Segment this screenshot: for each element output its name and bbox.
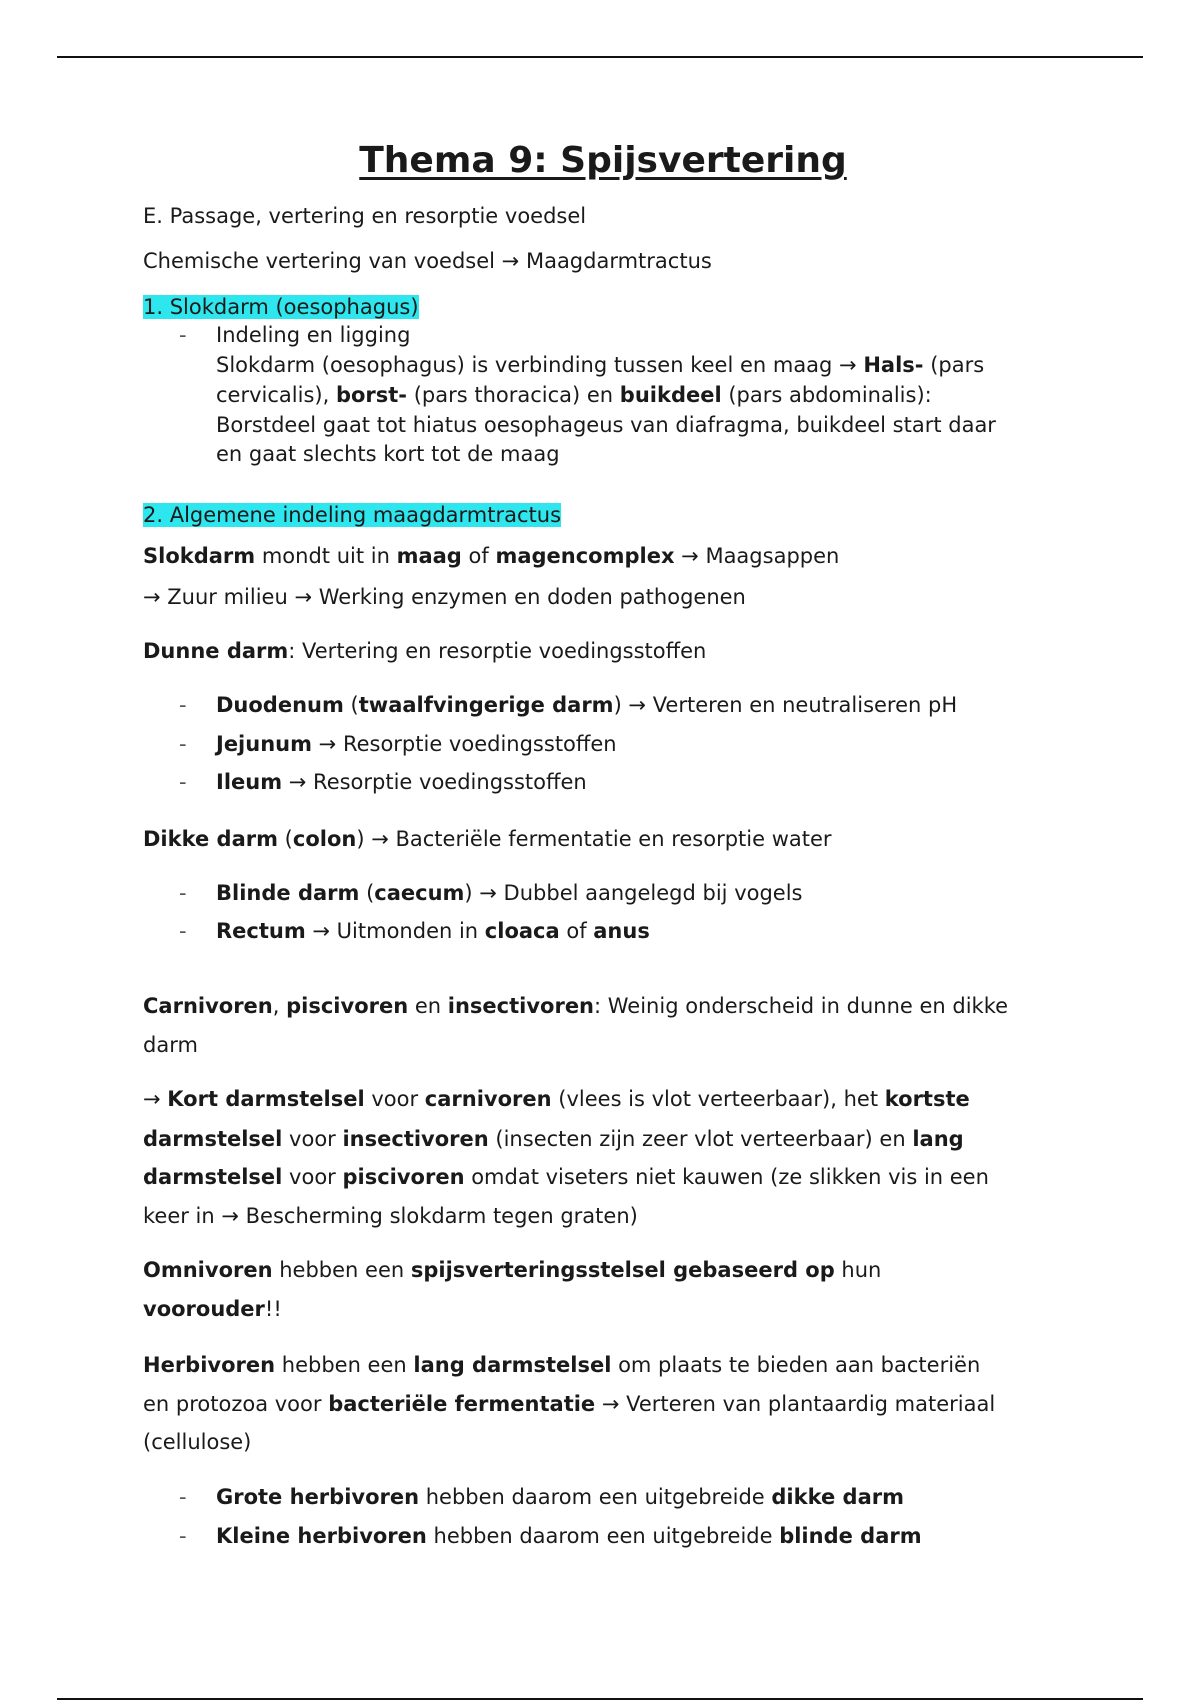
bold-term: spijsverteringsstelsel gebaseerd op <box>410 1258 835 1282</box>
text: voor <box>282 1165 343 1189</box>
text: → Verteren van plantaardig materiaal <box>595 1392 996 1416</box>
carnivoren-line-2: darm <box>143 1033 198 1057</box>
omnivoren-line-2 <box>143 1296 282 1322</box>
bullet-icon: - <box>179 1524 187 1548</box>
list-item-rectum <box>216 918 650 944</box>
bold-term: Blinde darm <box>216 881 360 905</box>
text: : Weinig onderscheid in dunne en dikke <box>594 994 1009 1018</box>
text: cervicalis), <box>216 383 336 407</box>
text: hebben een <box>272 1258 411 1282</box>
text: Slokdarm (oesophagus) is verbinding tussen keel en maag → <box>216 353 864 377</box>
bold-term: cloaca <box>484 919 560 943</box>
bold-term: piscivoren <box>342 1165 465 1189</box>
slokdarm-paragraph-line-3: Borstdeel gaat tot hiatus oesophageus van diafragma, buikdeel start daar <box>216 413 996 437</box>
bold-term: bacteriële fermentatie <box>328 1392 596 1416</box>
bold-term: darmstelsel <box>143 1165 283 1189</box>
bold-term: twaalfvingerige darm <box>358 693 614 717</box>
text: en protozoa voor <box>143 1392 329 1416</box>
bold-term: maag <box>396 544 462 568</box>
slokdarm-paragraph-line-1 <box>216 352 984 378</box>
list-item-blinde-darm <box>216 880 803 906</box>
list-item-kleine-herbivoren <box>216 1523 922 1549</box>
page-title: Thema 9: Spijsvertering <box>359 140 847 181</box>
text: hebben daarom een uitgebreide <box>419 1485 772 1509</box>
bold-term: colon <box>292 827 357 851</box>
text: hebben daarom een uitgebreide <box>426 1524 780 1548</box>
text: voor <box>364 1087 425 1111</box>
slokdarm-paragraph-line-2 <box>216 382 932 408</box>
bold-term: Hals- <box>863 353 924 377</box>
bullet-icon: - <box>179 693 187 717</box>
text: om plaats te bieden aan bacteriën <box>611 1353 981 1377</box>
bold-term: Kort darmstelsel <box>167 1087 365 1111</box>
list-item-grote-herbivoren <box>216 1484 904 1510</box>
bold-term: lang <box>912 1127 964 1151</box>
dikke-darm-line <box>143 826 832 852</box>
bold-term: carnivoren <box>424 1087 552 1111</box>
bold-term: Jejunum <box>216 732 312 756</box>
text: (insecten zijn zeer vlot verteerbaar) en <box>488 1127 913 1151</box>
kort-darmstelsel-line-1 <box>143 1086 970 1112</box>
bold-term: insectivoren <box>342 1127 489 1151</box>
text: ) → Dubbel aangelegd bij vogels <box>464 881 803 905</box>
text: hun <box>834 1258 882 1282</box>
bullet-icon: - <box>179 770 187 794</box>
text: voor <box>282 1127 343 1151</box>
bullet-icon: - <box>179 323 187 347</box>
highlighted-heading: 2. Algemene indeling maagdarmtractus <box>143 503 562 527</box>
bold-term: voorouder <box>143 1297 265 1321</box>
bold-term: buikdeel <box>619 383 722 407</box>
bold-term: Herbivoren <box>143 1353 276 1377</box>
arrow-icon: → <box>143 1087 168 1111</box>
text: , <box>272 994 287 1018</box>
bullet-icon: - <box>179 919 187 943</box>
bullet-icon: - <box>179 881 187 905</box>
bold-term: Dikke darm <box>143 827 278 851</box>
text: → Maagsappen <box>674 544 840 568</box>
text: ( <box>359 881 375 905</box>
highlighted-heading: 1. Slokdarm (oesophagus) <box>143 295 419 319</box>
text: → Resorptie voedingsstoffen <box>282 770 587 794</box>
chem-text-b: Maagdarmtractus <box>525 249 712 273</box>
list-item-ileum <box>216 769 587 795</box>
text: → Resorptie voedingsstoffen <box>312 732 617 756</box>
bold-term: Carnivoren <box>143 994 273 1018</box>
text: en <box>408 994 448 1018</box>
omnivoren-line-1 <box>143 1257 881 1283</box>
text: ( <box>278 827 293 851</box>
bold-term: insectivoren <box>447 994 595 1018</box>
herbivoren-line-3: (cellulose) <box>143 1430 252 1454</box>
bold-term: borst- <box>335 383 408 407</box>
text: ) → Bacteriële fermentatie en resorptie water <box>356 827 832 851</box>
bold-term: Omnivoren <box>143 1258 273 1282</box>
zuur-milieu-line: → Zuur milieu → Werking enzymen en doden pathogenen <box>143 585 746 609</box>
carnivoren-line-1 <box>143 993 1008 1019</box>
arrow-icon: → <box>495 249 526 273</box>
bullet-icon: - <box>179 1485 187 1509</box>
slokdarm-maag-line <box>143 543 839 569</box>
bold-term: piscivoren <box>286 994 409 1018</box>
text: hebben een <box>275 1353 414 1377</box>
bold-term: Ileum <box>216 770 283 794</box>
text: omdat viseters niet kauwen (ze slikken vis in een <box>464 1165 989 1189</box>
bold-term: Rectum <box>216 919 306 943</box>
kort-darmstelsel-line-3 <box>143 1164 989 1190</box>
bold-term: Slokdarm <box>143 544 256 568</box>
chem-text-a: Chemische vertering van voedsel <box>143 249 495 273</box>
text: of <box>461 544 496 568</box>
bold-term: Duodenum <box>216 693 344 717</box>
list-item-duodenum <box>216 692 957 718</box>
header-rule <box>57 56 1143 58</box>
bold-term: dikke darm <box>771 1485 904 1509</box>
text: ) → Verteren en neutraliseren pH <box>613 693 958 717</box>
herbivoren-line-2 <box>143 1391 995 1417</box>
bold-term: Grote herbivoren <box>216 1485 420 1509</box>
text: → Uitmonden in <box>305 919 485 943</box>
chemical-digestion-line <box>143 248 712 274</box>
dunne-darm-line <box>143 638 706 664</box>
text: (pars abdominalis): <box>721 383 932 407</box>
herbivoren-line-1 <box>143 1352 980 1378</box>
heading-slokdarm <box>143 294 419 320</box>
text: ( <box>343 693 359 717</box>
bold-term: kortste <box>884 1087 970 1111</box>
section-e-heading: E. Passage, vertering en resorptie voedsel <box>143 204 587 228</box>
bold-term: lang darmstelsel <box>413 1353 612 1377</box>
bold-term: anus <box>593 919 650 943</box>
item-indeling: Indeling en ligging <box>216 323 411 347</box>
slokdarm-paragraph-line-4: en gaat slechts kort tot de maag <box>216 442 560 466</box>
text: (vlees is vlot verteerbaar), het <box>551 1087 885 1111</box>
bullet-icon: - <box>179 732 187 756</box>
bold-term: Kleine herbivoren <box>216 1524 427 1548</box>
kort-darmstelsel-line-4: keer in → Bescherming slokdarm tegen graten) <box>143 1204 638 1228</box>
kort-darmstelsel-line-2 <box>143 1126 964 1152</box>
text: : Vertering en resorptie voedingsstoffen <box>288 639 707 663</box>
text: (pars thoracica) en <box>407 383 620 407</box>
heading-algemene-indeling <box>143 502 561 528</box>
bold-term: darmstelsel <box>143 1127 283 1151</box>
text: of <box>559 919 594 943</box>
bold-term: blinde darm <box>779 1524 922 1548</box>
text: (pars <box>923 353 985 377</box>
bold-term: caecum <box>374 881 465 905</box>
bold-term: Dunne darm <box>143 639 289 663</box>
text: mondt uit in <box>255 544 397 568</box>
list-item-jejunum <box>216 731 617 757</box>
bold-term: magencomplex <box>495 544 675 568</box>
text: !! <box>264 1297 282 1321</box>
